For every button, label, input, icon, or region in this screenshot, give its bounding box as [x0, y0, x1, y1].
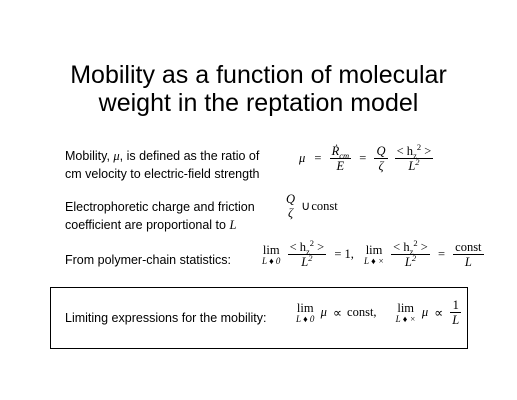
z-sub: z — [413, 150, 417, 161]
limit-l-to-zero — [262, 244, 280, 266]
box-limit-infinity — [396, 302, 416, 324]
sup-a: 2 — [309, 237, 315, 248]
z-sub-a: z — [306, 246, 310, 257]
eq-equals-2: = — [359, 151, 367, 165]
chain-statistics-equations — [262, 237, 486, 269]
r-dot: Ṙ — [331, 144, 340, 158]
limiting-expressions-equations — [296, 298, 463, 327]
z-sub-b: z — [409, 246, 414, 257]
mobility-definition-text — [65, 147, 260, 183]
h-open: < h — [396, 144, 414, 158]
chain-statistics-label: From polymer-chain statistics: — [65, 253, 232, 267]
mobility-text-a: Mobility, — [65, 149, 114, 163]
lim-sub: L ♦ 0 — [262, 255, 281, 266]
mobility-equation — [296, 141, 435, 173]
h-close-b: > — [417, 240, 428, 254]
zeta-bottom: ζ — [287, 206, 294, 220]
box-limit-zero — [296, 302, 314, 324]
l-den-b: L — [404, 255, 412, 269]
proportional-symbol: ∪ — [301, 199, 311, 213]
box-fraction-one-over-l — [450, 298, 461, 327]
h-open-b: < h — [393, 240, 410, 254]
charge-text-line1: Electrophoretic charge and friction — [65, 200, 255, 214]
sup-b: 2 — [413, 237, 418, 248]
box-prop-a: ∝ — [332, 305, 342, 320]
lim-text-b: lim — [365, 242, 383, 257]
two-sup: 2 — [416, 141, 422, 152]
mobility-text-b: , is defined as the ratio of — [119, 149, 260, 163]
box-mu-b: μ — [421, 305, 429, 319]
h-close: > — [421, 144, 432, 158]
equals-b: = — [437, 247, 446, 261]
eq-equals-1: = — [314, 151, 322, 165]
limit-l-to-infinity — [364, 244, 384, 266]
slide-title-line1: Mobility as a function of molecular — [70, 61, 447, 89]
charge-friction-text — [65, 198, 255, 234]
l-den-a: L — [301, 255, 309, 269]
limiting-expressions-label: Limiting expressions for the mobility: — [65, 311, 267, 325]
box-one: 1 — [450, 298, 461, 313]
box-lim-sub-a: L ♦ 0 — [296, 313, 315, 324]
mobility-text-line2: cm velocity to electric-field strength — [65, 167, 260, 181]
box-lim-sub-b: L ♦ × — [395, 313, 416, 324]
length-var: L — [229, 218, 237, 232]
const-text: const — [311, 198, 338, 213]
const-num: const — [455, 240, 482, 254]
cm-subscript: cm — [339, 150, 350, 161]
lim-text: lim — [262, 242, 280, 257]
charge-friction-equation — [284, 192, 338, 220]
fraction-h2-l2-a — [288, 237, 327, 269]
mobility-symbol: μ — [113, 149, 120, 163]
fraction-h2-l2-b — [391, 237, 430, 269]
q-numerator: Q — [376, 144, 386, 158]
box-lim-b: lim — [397, 300, 415, 315]
q-top: Q — [286, 192, 296, 206]
l-den: L — [408, 159, 416, 173]
e-denominator: E — [336, 159, 345, 173]
fraction-h2-over-l2 — [395, 141, 434, 173]
slide-title-line2: weight in the reptation model — [98, 89, 419, 117]
charge-text-line2: coefficient are proportional to — [65, 218, 230, 232]
fraction-rcm-over-e — [330, 144, 352, 173]
box-lim-a: lim — [296, 300, 314, 315]
box-l: L — [452, 313, 460, 327]
l-sup: 2 — [415, 156, 420, 167]
box-prop-b: ∝ — [434, 305, 444, 320]
l-den-c: L — [464, 255, 472, 269]
l-sup-a: 2 — [308, 252, 313, 263]
box-mu-a: μ — [320, 305, 327, 319]
h-close-a: > — [314, 240, 325, 254]
equals-one: = 1, — [334, 247, 354, 261]
fraction-const-over-l — [453, 240, 483, 269]
box-const: const, — [347, 305, 377, 319]
l-sup-b: 2 — [411, 252, 417, 263]
fraction-q-over-zeta — [374, 144, 387, 173]
eq-mu: μ — [299, 151, 306, 165]
fraction-q-zeta — [284, 192, 297, 220]
zeta-denominator: ζ — [378, 159, 384, 173]
h-open-a: < h — [289, 240, 306, 254]
lim-sub-b: L ♦ × — [364, 255, 385, 266]
